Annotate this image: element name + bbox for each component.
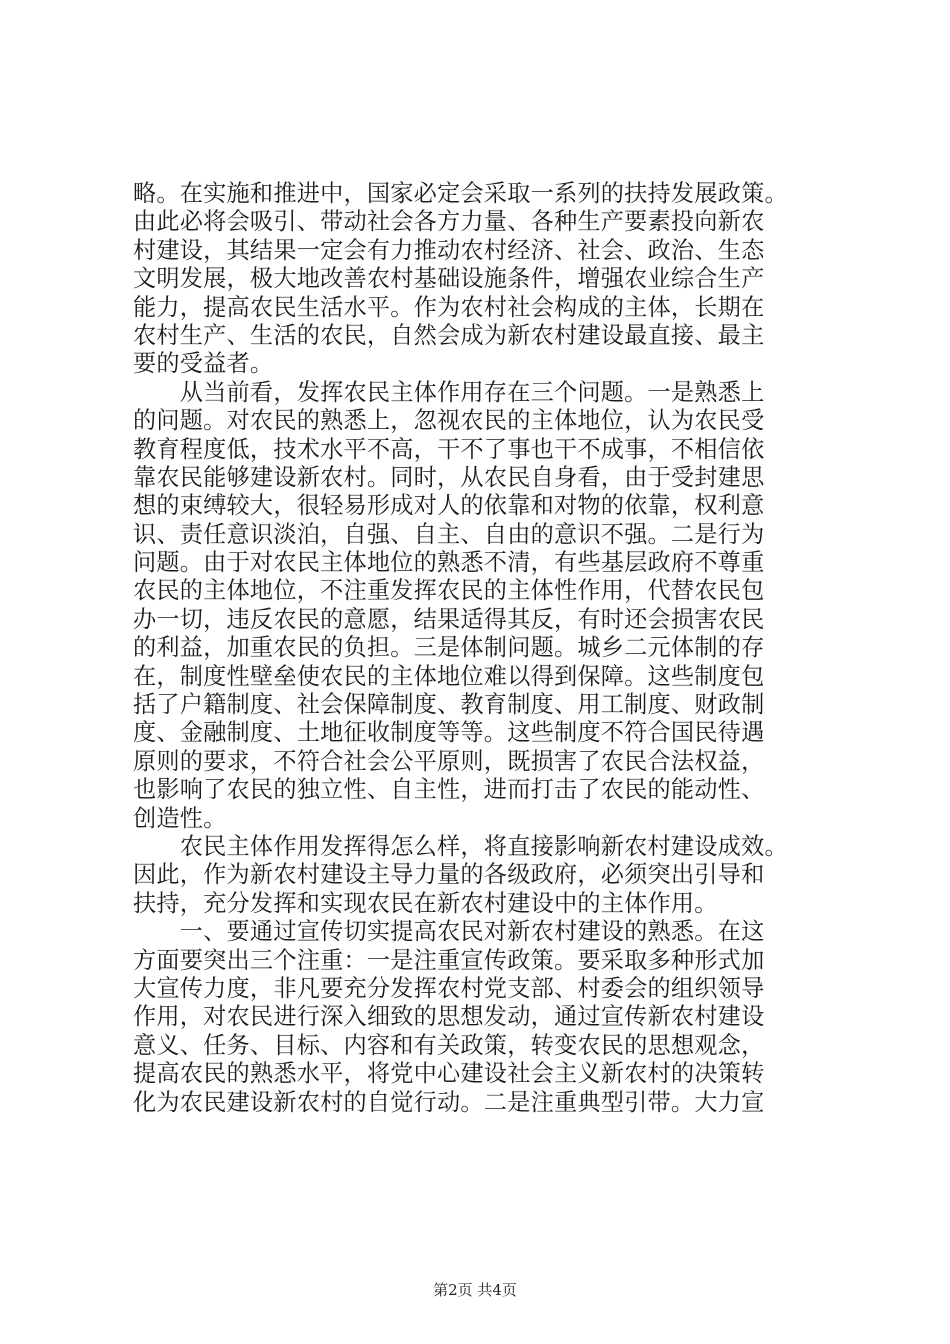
text-line: 农民的主体地位，不注重发挥农民的主体性作用，代替农民包 bbox=[133, 577, 765, 605]
text-line: 作用，对农民进行深入细致的思想发动，通过宣传新农村建设 bbox=[133, 1003, 765, 1031]
text-line: 也影响了农民的独立性、自主性，进而打击了农民的能动性、 bbox=[133, 776, 765, 804]
body-text bbox=[133, 180, 833, 1117]
text-line: 要的受益者。 bbox=[133, 350, 274, 378]
text-line: 的问题。对农民的熟悉上，忽视农民的主体地位，认为农民受 bbox=[133, 407, 765, 435]
text-line: 度、金融制度、土地征收制度等等。这些制度不符合国民待遇 bbox=[133, 719, 765, 747]
text-line: 的利益，加重农民的负担。三是体制问题。城乡二元体制的存 bbox=[133, 634, 765, 662]
text-line: 括了户籍制度、社会保障制度、教育制度、用工制度、财政制 bbox=[133, 691, 765, 719]
text-line: 能力，提高农民生活水平。作为农村社会构成的主体，长期在 bbox=[133, 293, 765, 321]
text-line: 一、要通过宣传切实提高农民对新农村建设的熟悉。在这 bbox=[133, 918, 765, 946]
text-line: 在，制度性壁垒使农民的主体地位难以得到保障。这些制度包 bbox=[133, 662, 765, 690]
text-line: 问题。由于对农民主体地位的熟悉不清，有些基层政府不尊重 bbox=[133, 549, 765, 577]
text-line: 原则的要求，不符合社会公平原则，既损害了农民合法权益， bbox=[133, 747, 765, 775]
text-line: 意义、任务、目标、内容和有关政策，转变农民的思想观念， bbox=[133, 1031, 765, 1059]
text-line: 创造性。 bbox=[133, 804, 227, 832]
text-line: 方面要突出三个注重：一是注重宣传政策。要采取多种形式加 bbox=[133, 946, 765, 974]
text-line: 农民主体作用发挥得怎么样，将直接影响新农村建设成效。 bbox=[133, 832, 788, 860]
text-line: 教育程度低，技术水平不高，干不了事也干不成事，不相信依 bbox=[133, 435, 765, 463]
text-line: 大宣传力度，非凡要充分发挥农村党支部、村委会的组织领导 bbox=[133, 974, 765, 1002]
text-line: 靠农民能够建设新农村。同时，从农民自身看，由于受封建思 bbox=[133, 463, 765, 491]
text-line: 村建设，其结果一定会有力推动农村经济、社会、政治、生态 bbox=[133, 236, 765, 264]
text-line: 办一切，违反农民的意愿，结果适得其反，有时还会损害农民 bbox=[133, 605, 765, 633]
text-line: 文明发展，极大地改善农村基础设施条件，增强农业综合生产 bbox=[133, 265, 765, 293]
text-line: 提高农民的熟悉水平，将党中心建设社会主义新农村的决策转 bbox=[133, 1060, 765, 1088]
text-line: 农村生产、生活的农民，自然会成为新农村建设最直接、最主 bbox=[133, 321, 765, 349]
text-line: 化为农民建设新农村的自觉行动。二是注重典型引带。大力宣 bbox=[133, 1088, 765, 1116]
text-line: 略。在实施和推进中，国家必定会采取一系列的扶持发展政策。 bbox=[133, 180, 788, 207]
text-line: 识、责任意识淡泊，自强、自主、自由的意识不强。二是行为 bbox=[133, 520, 765, 548]
text-line: 想的束缚较大，很轻易形成对人的依靠和对物的依靠，权利意 bbox=[133, 492, 765, 520]
text-line: 由此必将会吸引、带动社会各方力量、各种生产要素投向新农 bbox=[133, 208, 765, 236]
text-line: 扶持，充分发挥和实现农民在新农村建设中的主体作用。 bbox=[133, 889, 718, 917]
text-line: 因此，作为新农村建设主导力量的各级政府，必须突出引导和 bbox=[133, 861, 765, 889]
page-footer: 第2页 共4页 bbox=[433, 1281, 517, 1299]
text-line: 从当前看，发挥农民主体作用存在三个问题。一是熟悉上 bbox=[133, 378, 765, 406]
